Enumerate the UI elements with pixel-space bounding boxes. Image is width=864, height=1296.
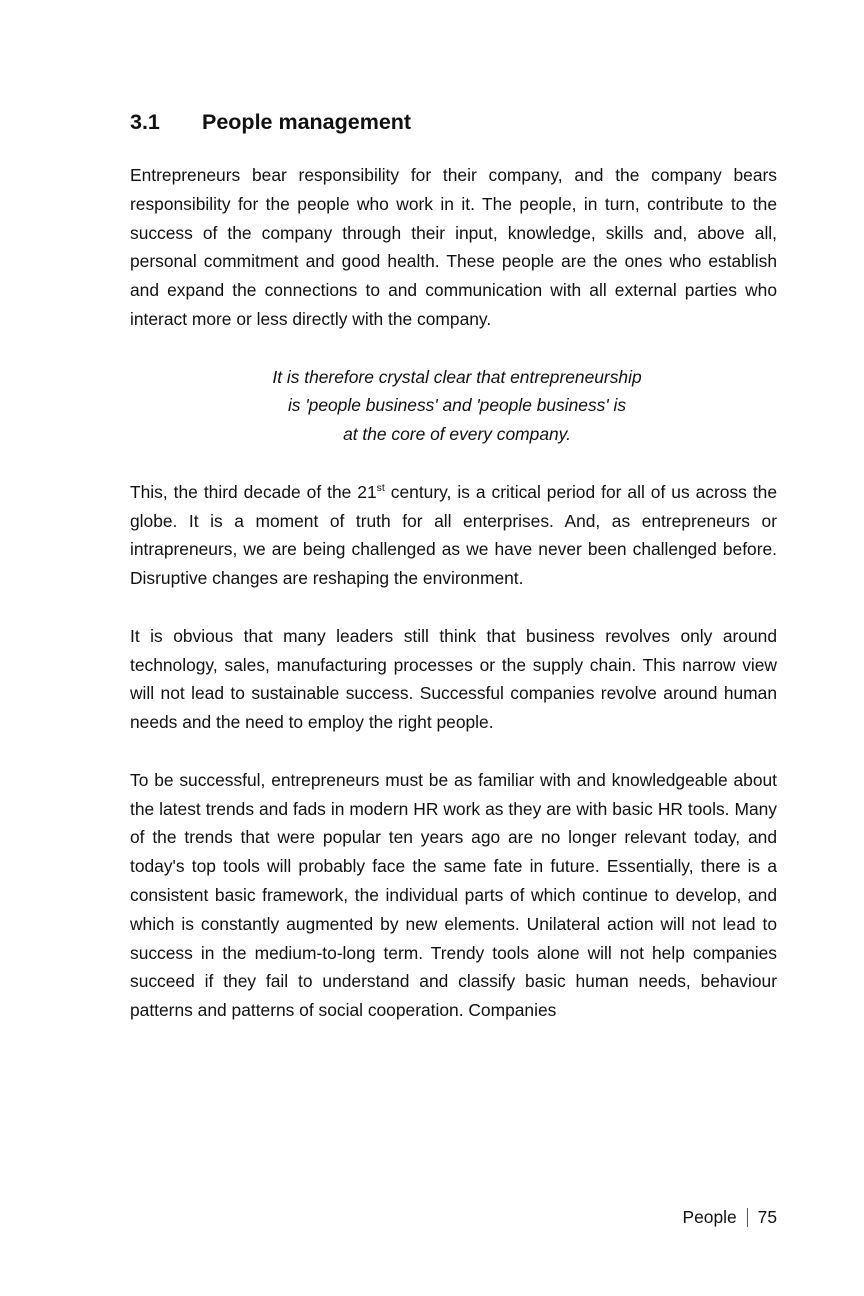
quote-line-2: is 'people business' and 'people business' is bbox=[287, 395, 627, 416]
paragraph-1: Entrepreneurs bear responsibility for their company, and the company bears responsibility for the people who work in it. The people, in turn, contribute to the success of the company through their input, knowledge, skills and, above all, personal commitment and good health. These people are the ones who establish and expand the connections to and communication with all external parties who interact more or less directly with the company. bbox=[130, 165, 777, 329]
quote-line-3: at the core of every company. bbox=[343, 424, 571, 445]
page-footer bbox=[683, 1207, 778, 1228]
ordinal-superscript: st bbox=[376, 481, 385, 494]
quote-line-1: It is therefore crystal clear that entrepreneurship bbox=[272, 366, 642, 387]
section-title: People management bbox=[202, 110, 412, 134]
pull-quote bbox=[130, 363, 777, 449]
footer-separator bbox=[747, 1208, 748, 1227]
page-number: 75 bbox=[757, 1207, 777, 1227]
section-number: 3.1 bbox=[130, 110, 160, 134]
paragraph-3: It is obvious that many leaders still think that business revolves only around technology, sales, manufacturing processes or the supply chain. This narrow view will not lead to sustainable success. Successful companies revolve around human needs and the need to employ the right people. bbox=[130, 625, 777, 733]
paragraph-2-start: This, the third decade of the 21 bbox=[130, 481, 377, 502]
paragraph-2-rest: century, is a critical period for all of us across the globe. It is a moment of truth for all enterprises. And, as entrepreneurs or intrapreneurs, we are being challenged as we have never been challenged before. Disruptive changes are reshaping the environment. bbox=[130, 481, 777, 589]
paragraph-2 bbox=[130, 478, 777, 593]
page-content bbox=[130, 110, 777, 1054]
section-heading bbox=[130, 110, 777, 135]
footer-chapter-name: People bbox=[682, 1207, 737, 1227]
paragraph-4: To be successful, entrepreneurs must be as familiar with and knowledgeable about the latest trends and fads in modern HR work as they are with basic HR tools. Many of the trends that were popular ten years ago are no longer relevant today, and today's top tools will probably face the same fate in future. Essentially, there is a consistent basic framework, the individual parts of which continue to develop, and which is constantly augmented by new elements. Unilateral action will not lead to success in the medium-to-long term. Trendy tools alone will not help companies succeed if they fail to understand and classify basic human needs, behaviour patterns and patterns of social cooperation. Companies bbox=[130, 769, 777, 1021]
